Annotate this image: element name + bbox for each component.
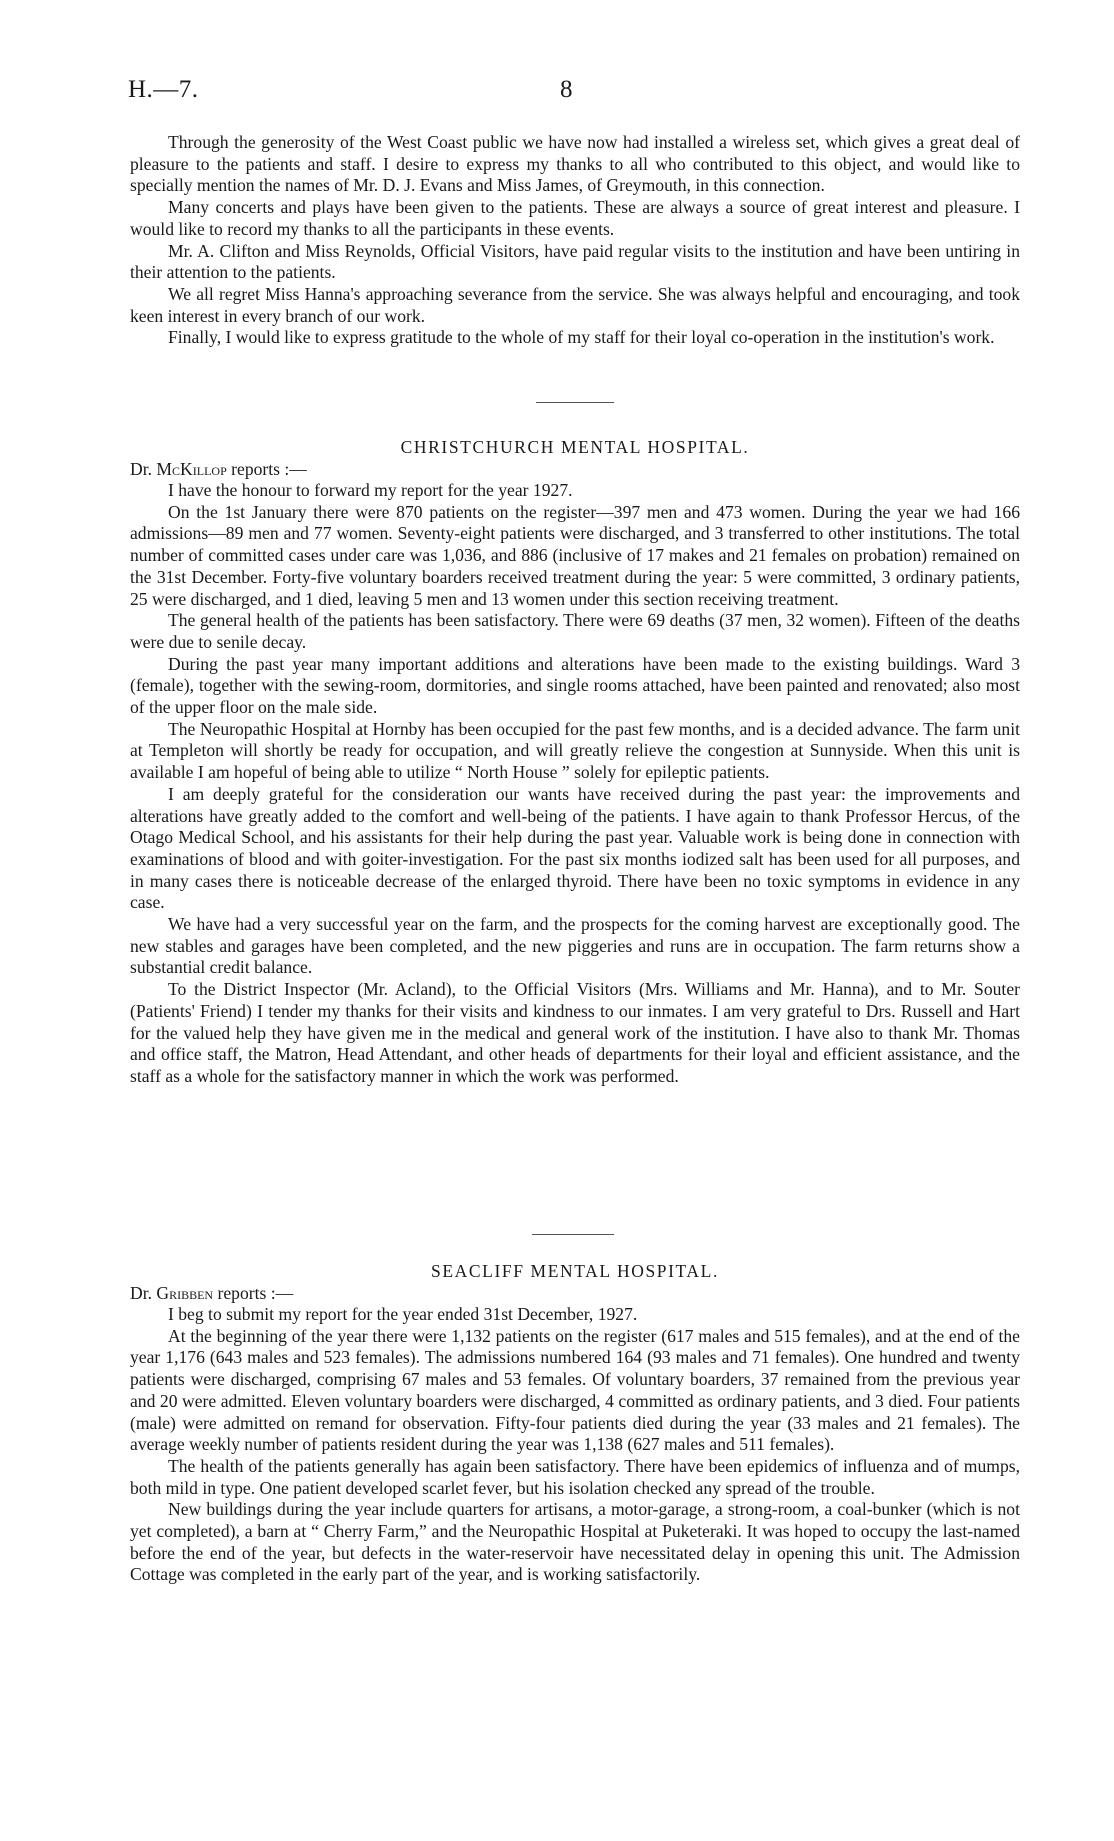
reporter-suffix: reports :—: [213, 1283, 294, 1303]
reporter-name: McKillop: [156, 459, 227, 479]
paragraph: The health of the patients generally has again been satisfactory. There have been epidemics of influenza and of mumps, both mild in type. One patient developed scarlet fever, but his isolation checked any spread of the trouble.: [130, 1455, 1020, 1498]
paragraph: To the District Inspector (Mr. Acland), to the Official Visitors (Mrs. Williams and Mr. Hanna), and to Mr. Souter (Patients' Friend) I tender my thanks for their visits and kindness to our inmates. I am very grateful to Drs. Russell and Hart for the valued help they have given me in the medical and general work of the institution. I have also to thank Mr. Thomas and office staff, the Matron, Head Attendant, and other heads of departments for their loyal and efficient assistance, and the staff as a whole for the satisfactory manner in which the work was performed.: [130, 979, 1020, 1086]
christchurch-section: [130, 436, 1020, 1088]
paragraph: Mr. A. Clifton and Miss Reynolds, Official Visitors, have paid regular visits to the institution and have been untiring in their attention to the patients.: [130, 240, 1020, 283]
paragraph: At the beginning of the year there were 1,132 patients on the register (617 males and 515 females), and at the end of the year 1,176 (643 males and 523 females). The admissions numbered 164 (93 males and 71 females). One hundred and twenty patients were discharged, comprising 67 males and 53 females. Of voluntary boarders, 37 remained from the previous year and 20 were admitted. Eleven voluntary boarders were discharged, 4 committed as ordinary patients, and 3 died. Four patients (male) were admitted on remand for observation. Fifty-four patients died during the year (33 males and 21 females). The average weekly number of patients resident during the year was 1,138 (627 males and 511 females).: [130, 1325, 1020, 1455]
paragraph: We have had a very successful year on the farm, and the prospects for the coming harvest are exceptionally good. The new stables and garages have been completed, and the new piggeries and runs are in occupation. The farm returns show a substantial credit balance.: [130, 914, 1020, 978]
intro-section: [130, 132, 1020, 349]
section-heading: SEACLIFF MENTAL HOSPITAL.: [431, 1261, 719, 1281]
paragraph: I beg to submit my report for the year ended 31st December, 1927.: [168, 1304, 638, 1324]
reporter-name: Gribben: [156, 1283, 214, 1303]
paragraph: The Neuropathic Hospital at Hornby has been occupied for the past few months, and is a decided advance. The farm unit at Templeton will shortly be ready for occupation, and will greatly relieve the congestion at Sunnyside. When this unit is available I am hopeful of being able to utilize “ North House ” solely for epileptic patients.: [130, 718, 1020, 783]
paragraph: Finally, I would like to express gratitude to the whole of my staff for their loyal co-operation in the institution's work.: [168, 327, 995, 348]
page-reference: H.—7.: [128, 76, 199, 103]
paragraph: I am deeply grateful for the consideration our wants have received during the past year: the improvements and alterations have greatly added to the comfort and well-being of the patients. I have again to thank Professor Hercus, of the Otago Medical School, and his assistants for their help during the past year. Valuable work is being done in connection with examinations of blood and with goiter-investigation. For the past six months iodized salt has been used for all purposes, and in many cases there is noticeable decrease of the enlarged thyroid. There have been no toxic symptoms in evidence in any case.: [130, 783, 1020, 913]
section-heading: CHRISTCHURCH MENTAL HOSPITAL.: [400, 437, 750, 457]
paragraph: The general health of the patients has been satisfactory. There were 69 deaths (37 men, 32 women). Fifteen of the deaths were due to senile decay.: [130, 610, 1020, 652]
paragraph: New buildings during the year include quarters for artisans, a motor-garage, a strong-room, a coal-bunker (which is not yet completed), a barn at “ Cherry Farm,” and the Neuropathic Hospital at Puketeraki. It was hoped to occupy the last-named before the end of the year, but defects in the water-reservoir have necessitated delay in opening this unit. The Admission Cottage was completed in the early part of the year, and is working satisfactorily.: [130, 1499, 1020, 1585]
reporter-prefix: Dr.: [130, 1283, 157, 1303]
reporter-line: [130, 458, 1020, 480]
page-number: 8: [560, 76, 573, 103]
paragraph: I have the honour to forward my report for the year 1927.: [168, 480, 573, 500]
reporter-prefix: Dr.: [130, 459, 157, 479]
section-divider: [536, 402, 614, 403]
reporter-line: [130, 1282, 1020, 1304]
paragraph: On the 1st January there were 870 patients on the register—397 men and 473 women. During the year we had 166 admissions—89 men and 77 women. Seventy-eight patients were discharged, and 3 transferred to other institutions. The total number of committed cases under care was 1,036, and 886 (inclusive of 17 makes and 21 females on probation) remained on the 31st December. Forty-five voluntary boarders received treatment during the year: 5 were committed, 3 ordinary patients, 25 were discharged, and 1 died, leaving 5 men and 13 women under this section receiving treatment.: [130, 501, 1020, 609]
seacliff-section: [130, 1260, 1020, 1586]
paragraph: During the past year many important additions and alterations have been made to the existing buildings. Ward 3 (female), together with the sewing-room, dormitories, and single rooms attached, have been painted and renovated; also most of the upper floor on the male side.: [130, 653, 1020, 718]
reporter-suffix: reports :—: [226, 459, 307, 479]
paragraph: Many concerts and plays have been given to the patients. These are always a source of great interest and pleasure. I would like to record my thanks to all the participants in these events.: [130, 197, 1020, 239]
paragraph: We all regret Miss Hanna's approaching severance from the service. She was always helpful and encouraging, and took keen interest in every branch of our work.: [130, 283, 1020, 326]
section-divider: [532, 1234, 614, 1235]
paragraph: Through the generosity of the West Coast public we have now had installed a wireless set, which gives a great deal of pleasure to the patients and staff. I desire to express my thanks to all who contributed to this object, and would like to specially mention the names of Mr. D. J. Evans and Miss James, of Greymouth, in this connection.: [130, 132, 1020, 196]
